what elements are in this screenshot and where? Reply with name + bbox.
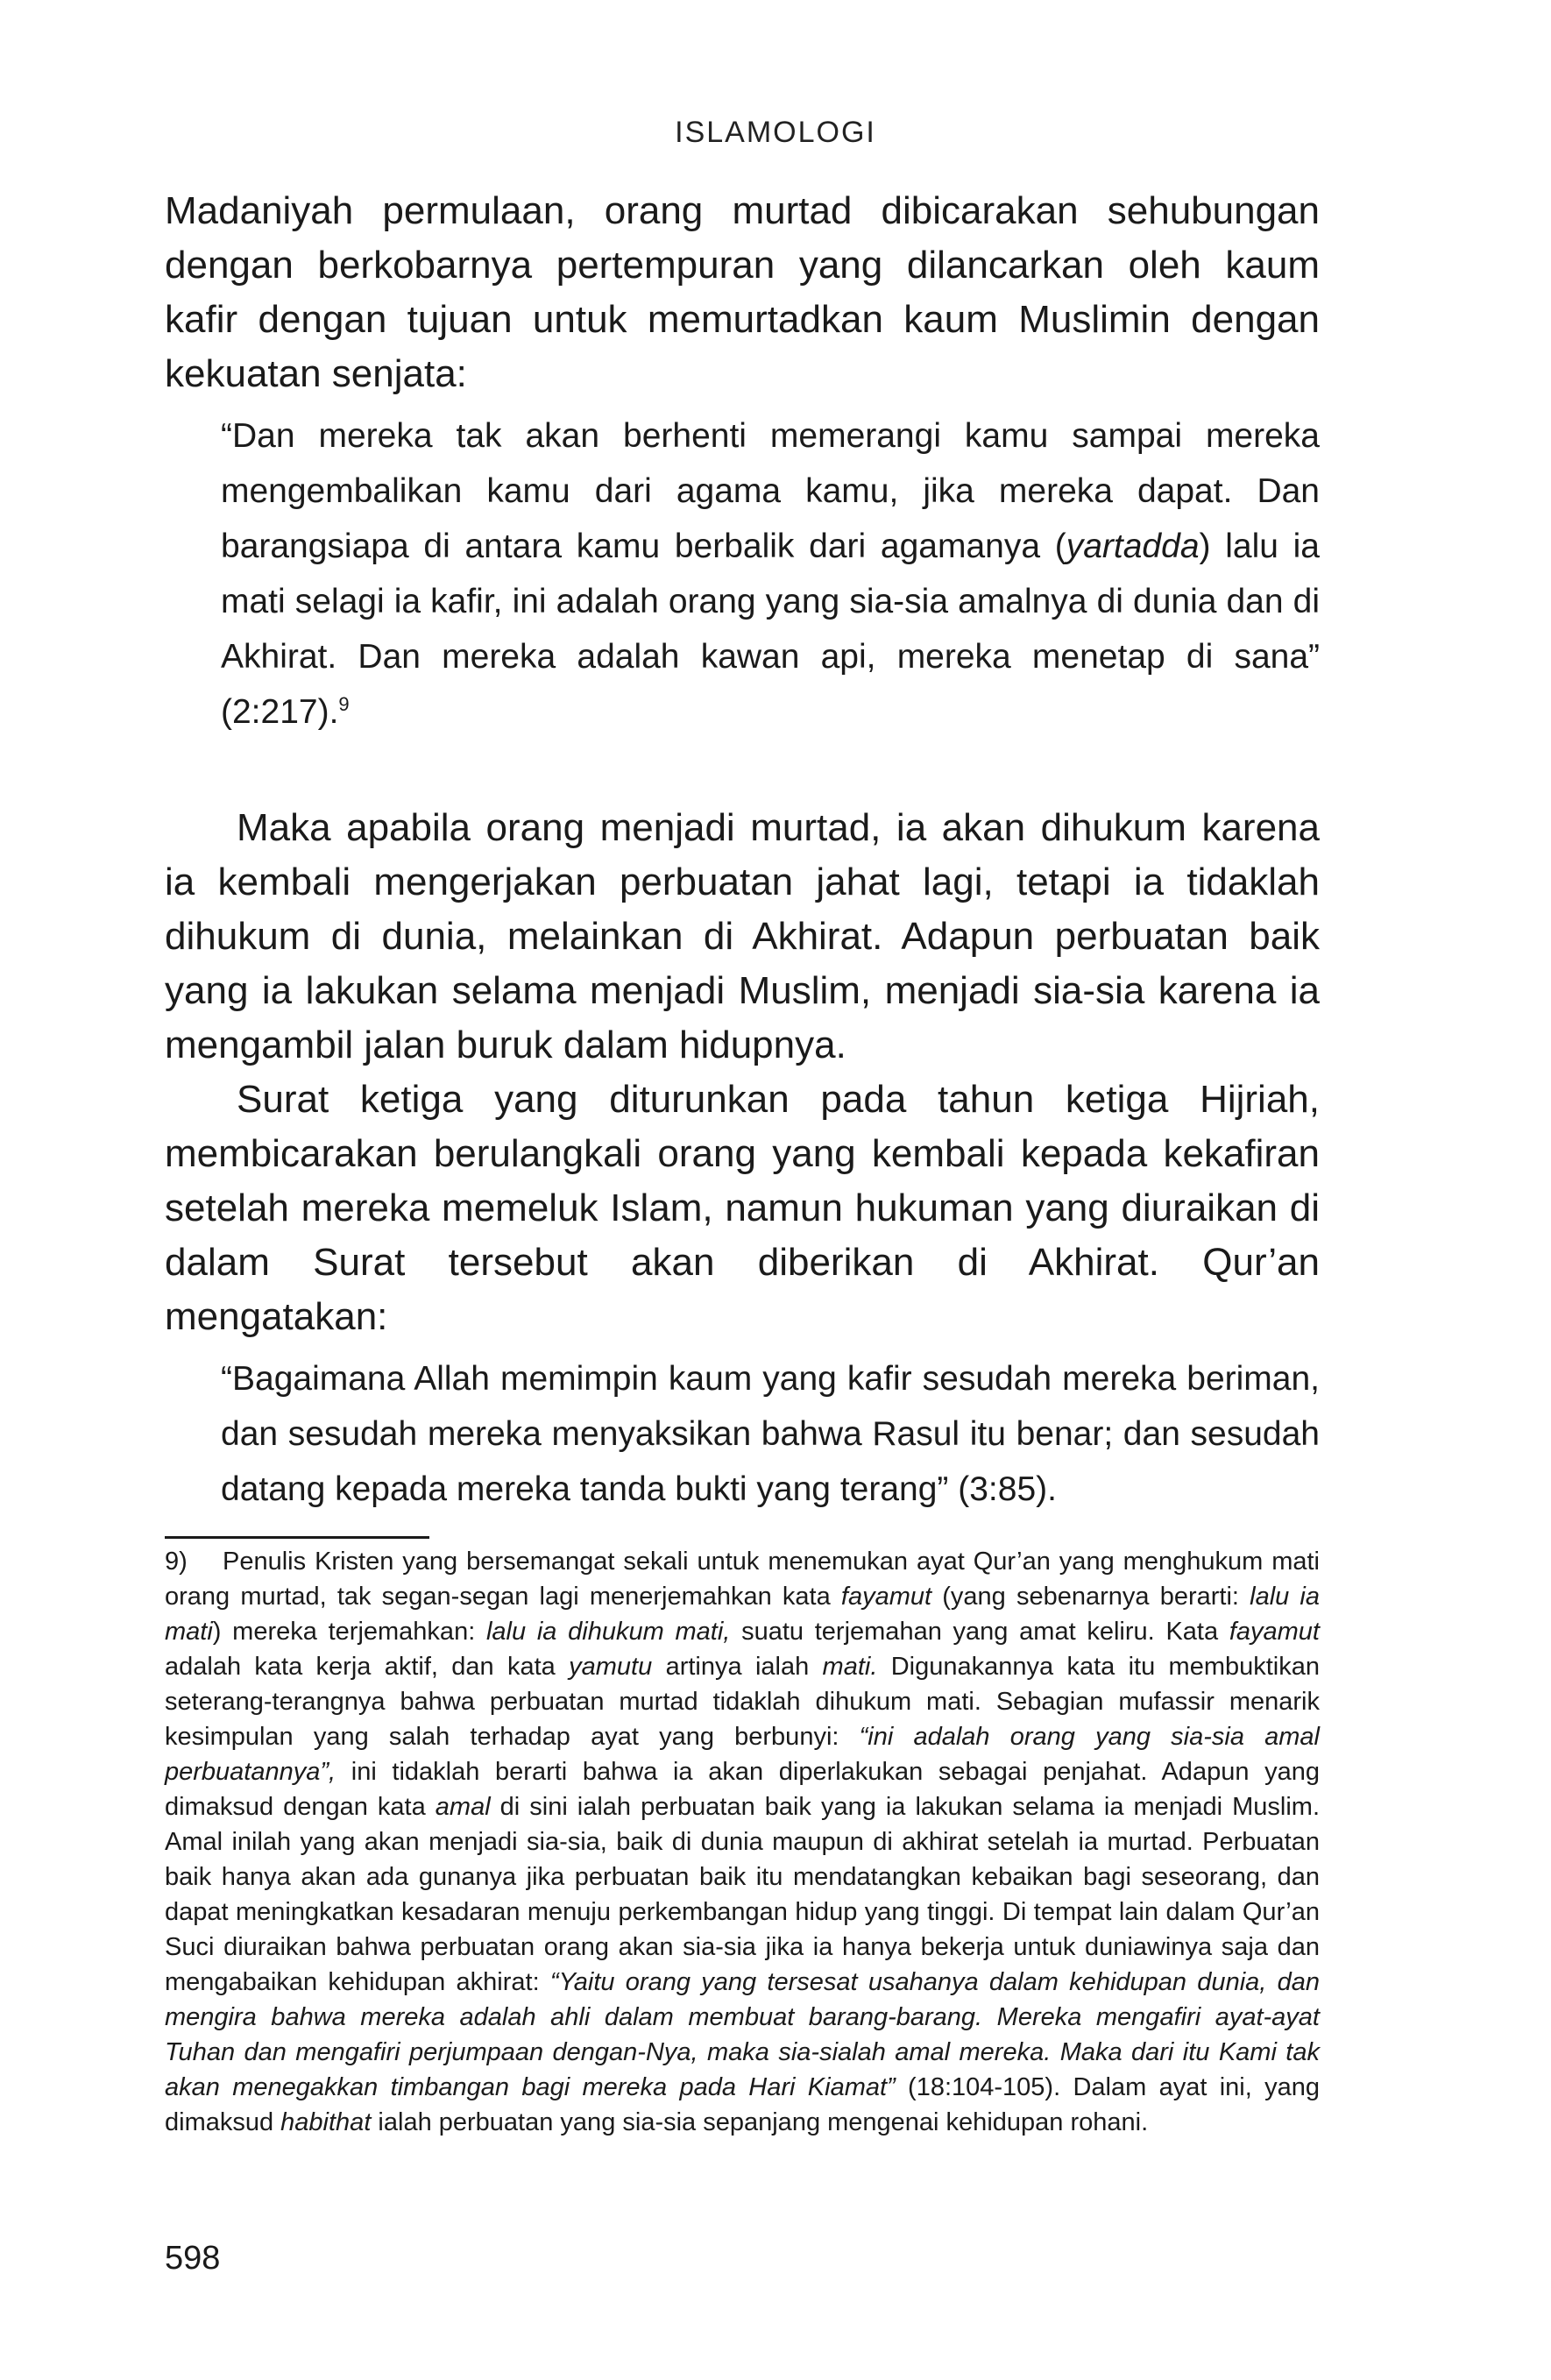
quote-3-85: “Bagaimana Allah memimpin kaum yang kafir sesudah mereka beriman, dan sesudah mereka menyaksikan bahwa Rasul itu benar; dan sesudah datang kepada mereka tanda bukti yang terang” (3:85). [221, 1360, 1320, 1508]
fn-text: ini tidaklah berarti bahwa ia akan diperlakukan sebagai penjahat. Adapun yang dimaksud dengan kata [165, 1758, 1320, 1821]
quote-1-text-before: “Dan mereka tak akan berhenti memerangi kamu sampai mereka mengembalikan kamu dari agama kamu, jika mereka dapat. Dan barangsiapa di antara kamu berbalik dari agamanya ( [221, 417, 1320, 565]
fn-italic: amal [435, 1793, 491, 1821]
fn-text: (18:104-105). Dalam ayat ini, yang dimaksud [165, 2073, 1320, 2136]
quote-1-text-after: ) lalu ia mati selagi ia kafir, ini adalah orang yang sia-sia amalnya di dunia dan di Akhirat. Dan mereka adalah kawan api, mereka menetap di sana” (2:217). [221, 528, 1321, 731]
quote-1-italic-term: yartadda [1066, 528, 1200, 565]
fn-italic: lalu ia mati [165, 1583, 1321, 1646]
fn-italic: yamutu [569, 1653, 653, 1681]
fn-italic: fayamut [1229, 1618, 1320, 1646]
fn-text: (yang sebenarnya berarti: [931, 1583, 1250, 1611]
fn-text: suatu terjemahan yang amat keliru. Kata [730, 1618, 1229, 1646]
fn-text: artinya ialah [652, 1653, 823, 1681]
footnote-divider [165, 1536, 429, 1539]
spacer [165, 740, 1320, 801]
fn-italic: fayamut [840, 1583, 932, 1611]
fn-italic: “Yaitu orang yang tersesat usahanya dalam kehidupan dunia, dan mengira bahwa mereka adalah ahli dalam membuat barang-barang. Mereka mengafiri ayat-ayat Tuhan dan mengafiri perjumpaan dengan-Nya, maka sia-sialah amal mereka. Maka dari itu Kami tak akan menegakkan timbangan bagi mereka pada Hari Kiamat” [165, 1968, 1320, 2101]
quote-2-217 [221, 408, 1320, 740]
footnote-number: 9) [165, 1548, 188, 1576]
fn-italic: “ini adalah orang yang sia-sia amal perbuatannya”, [165, 1723, 1320, 1786]
fn-text: ialah perbuatan yang sia-sia sepanjang mengenai kehidupan rohani. [371, 2108, 1149, 2136]
main-text [165, 184, 1320, 1517]
footnote-reference: 9 [338, 693, 350, 715]
paragraph-1: Madaniyah permulaan, orang murtad dibicarakan sehubungan dengan berkobarnya pertempuran yang dilancarkan oleh kaum kafir dengan tujuan untuk memurtadkan kaum Muslimin dengan kekuatan senjata: [165, 189, 1320, 395]
footnote-9 [165, 1544, 1320, 2140]
fn-text: Digunakannya kata itu membuktikan seterang-terangnya bahwa perbuatan murtad tidaklah dihukum mati. Sebagian mufassir menarik kesimpulan yang salah terhadap ayat yang berbunyi: [165, 1653, 1320, 1751]
running-title: ISLAMOLOGI [675, 116, 876, 149]
fn-text: di sini ialah perbuatan baik yang ia lakukan selama ia menjadi Muslim. Amal inilah yang akan menjadi sia-sia, baik di dunia maupun di akhirat setelah ia murtad. Perbuatan baik hanya akan ada gunanya jika perbuatan baik itu mendatangkan kebaikan bagi seseorang, dan dapat meningkatkan kesadaran menuju perkembangan hidup yang tinggi. Di tempat lain dalam Qur’an Suci diuraikan bahwa perbuatan orang akan sia-sia jika ia hanya bekerja untuk duniawinya saja dan mengabaikan kehidupan akhirat: [165, 1793, 1320, 1996]
paragraph-3: Surat ketiga yang diturunkan pada tahun ketiga Hijriah, membicarakan berulangkali orang yang kembali kepada kekafiran setelah mereka memeluk Islam, namun hukuman yang diuraikan di dalam Surat tersebut akan diberikan di Akhirat. Qur’an mengatakan: [165, 1078, 1320, 1338]
fn-text: Penulis Kristen yang bersemangat sekali untuk menemukan ayat Qur’an yang menghukum mati orang murtad, tak segan-segan lagi menerjemahkan kata [165, 1548, 1320, 1611]
fn-italic: mati. [822, 1653, 878, 1681]
fn-italic: lalu ia dihukum mati, [485, 1618, 731, 1646]
fn-text: adalah kata kerja aktif, dan kata [165, 1653, 570, 1681]
fn-text: ) mereka terjemahkan: [212, 1618, 486, 1646]
paragraph-2: Maka apabila orang menjadi murtad, ia akan dihukum karena ia kembali mengerjakan perbuatan jahat lagi, tetapi ia tidaklah dihukum di dunia, melainkan di Akhirat. Adapun perbuatan baik yang ia lakukan selama menjadi Muslim, menjadi sia-sia karena ia mengambil jalan buruk dalam hidupnya. [165, 806, 1320, 1066]
page-number: 598 [165, 2240, 221, 2277]
fn-italic: habithat [280, 2108, 372, 2136]
